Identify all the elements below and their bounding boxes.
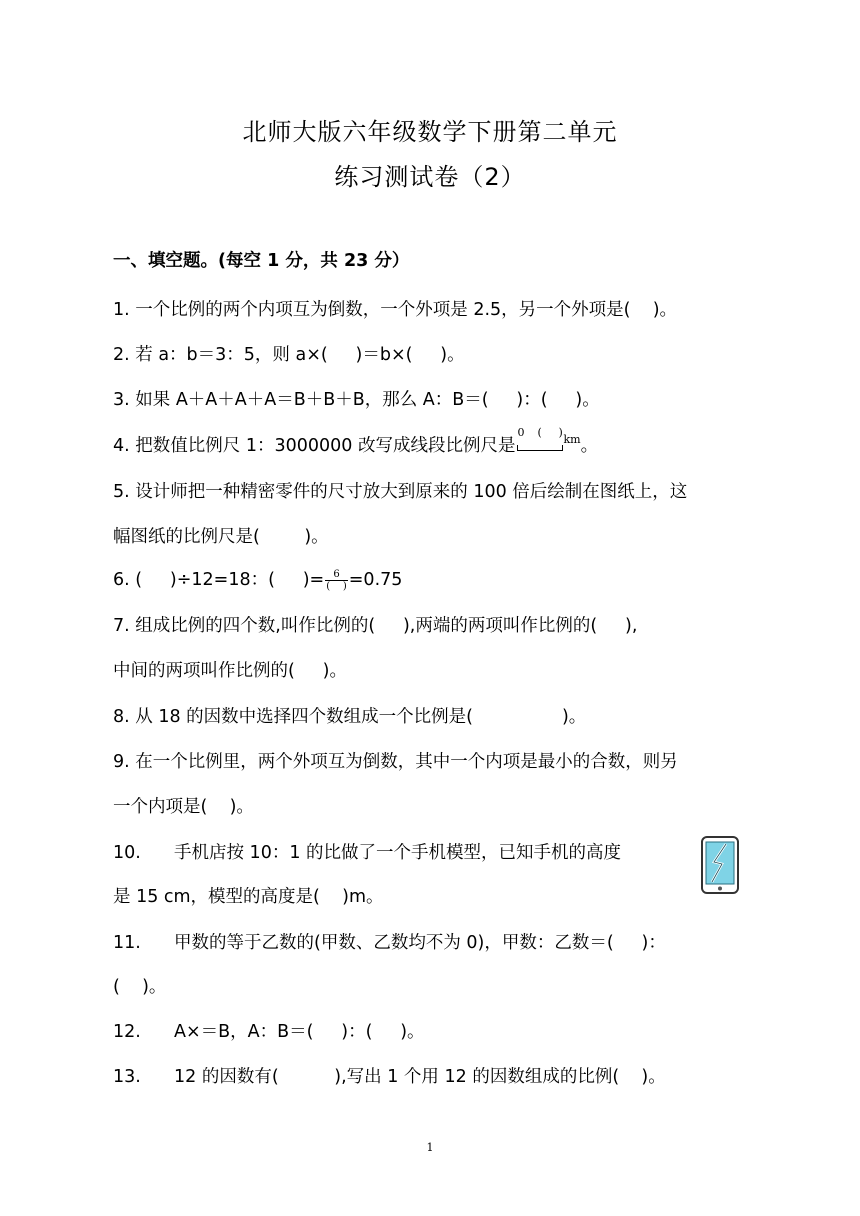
question-3: 3. 如果 A＋A＋A＋A＝B＋B＋B，那么 A：B＝( )：( )。 xyxy=(113,390,600,410)
question-10-line-2: 是 15 cm，模型的高度是( )m。 xyxy=(113,887,384,907)
question-12 xyxy=(113,1018,425,1043)
phone-icon xyxy=(700,836,740,894)
question-13 xyxy=(113,1063,666,1088)
question-6-start: 6. ( )÷12=18：( )= xyxy=(113,570,325,590)
scale-open-paren: ( xyxy=(537,426,542,439)
question-8: 8. 从 18 的因数中选择四个数组成一个比例是( )。 xyxy=(113,707,587,727)
question-6-end: =0.75 xyxy=(348,570,403,590)
question-10-line-1 xyxy=(113,839,621,864)
question-11-line-1 xyxy=(113,929,666,954)
scale-unit: km xyxy=(563,433,581,446)
question-6 xyxy=(113,566,402,592)
question-9-line-1: 9. 在一个比例里，两个外项互为倒数，其中一个内项是最小的合数，则另 xyxy=(113,752,678,772)
line-scale-graphic xyxy=(517,426,563,457)
question-number: 11. xyxy=(113,933,141,953)
question-1: 1. 一个比例的两个内项互为倒数，一个外项是 2.5，另一个外项是( )。 xyxy=(113,300,678,320)
fraction-numerator: 6 xyxy=(325,569,348,581)
section-heading: 一、填空题。(每空 1 分，共 23 分） xyxy=(113,251,410,271)
question-4-text: 4. 把数值比例尺 1：3000000 改写成线段比例尺是 xyxy=(113,436,516,456)
question-number: 12. xyxy=(113,1022,141,1042)
question-11-text: 甲数的等于乙数的(甲数、乙数均不为 0)，甲数：乙数＝( )： xyxy=(174,933,666,953)
question-13-text: 12 的因数有( ),写出 1 个用 12 的因数组成的比例( )。 xyxy=(174,1067,666,1087)
question-7-line-2: 中间的两项叫作比例的( )。 xyxy=(113,661,347,681)
fraction-denominator: ( ) xyxy=(326,580,347,592)
question-4-end: 。 xyxy=(580,436,599,456)
question-5-line-2: 幅图纸的比例尺是( )。 xyxy=(113,527,329,547)
question-2: 2. 若 a：b＝3：5，则 a×( )＝b×( )。 xyxy=(113,345,465,365)
question-11-line-2: ( )。 xyxy=(113,977,167,997)
scale-close-paren: ) xyxy=(558,426,563,439)
question-12-text: A×＝B，A：B＝( )：( )。 xyxy=(174,1022,425,1042)
page-title: 北师大版六年级数学下册第二单元 xyxy=(242,118,618,146)
question-number: 13. xyxy=(113,1067,141,1087)
question-7-line-1: 7. 组成比例的四个数,叫作比例的( ),两端的两项叫作比例的( ), xyxy=(113,616,638,636)
question-number: 10. xyxy=(113,843,141,863)
scale-zero-label: 0 xyxy=(517,426,525,439)
question-10-text: 手机店按 10：1 的比做了一个手机模型，已知手机的高度 xyxy=(174,843,622,863)
page-subtitle: 练习测试卷（2） xyxy=(334,163,526,191)
fraction xyxy=(325,569,348,592)
question-9-line-2: 一个内项是( )。 xyxy=(113,797,254,817)
question-5-line-1: 5. 设计师把一种精密零件的尺寸放大到原来的 100 倍后绘制在图纸上，这 xyxy=(113,482,688,502)
scale-bar xyxy=(517,445,563,451)
page-number: 1 xyxy=(426,1141,434,1154)
question-4 xyxy=(113,426,599,457)
